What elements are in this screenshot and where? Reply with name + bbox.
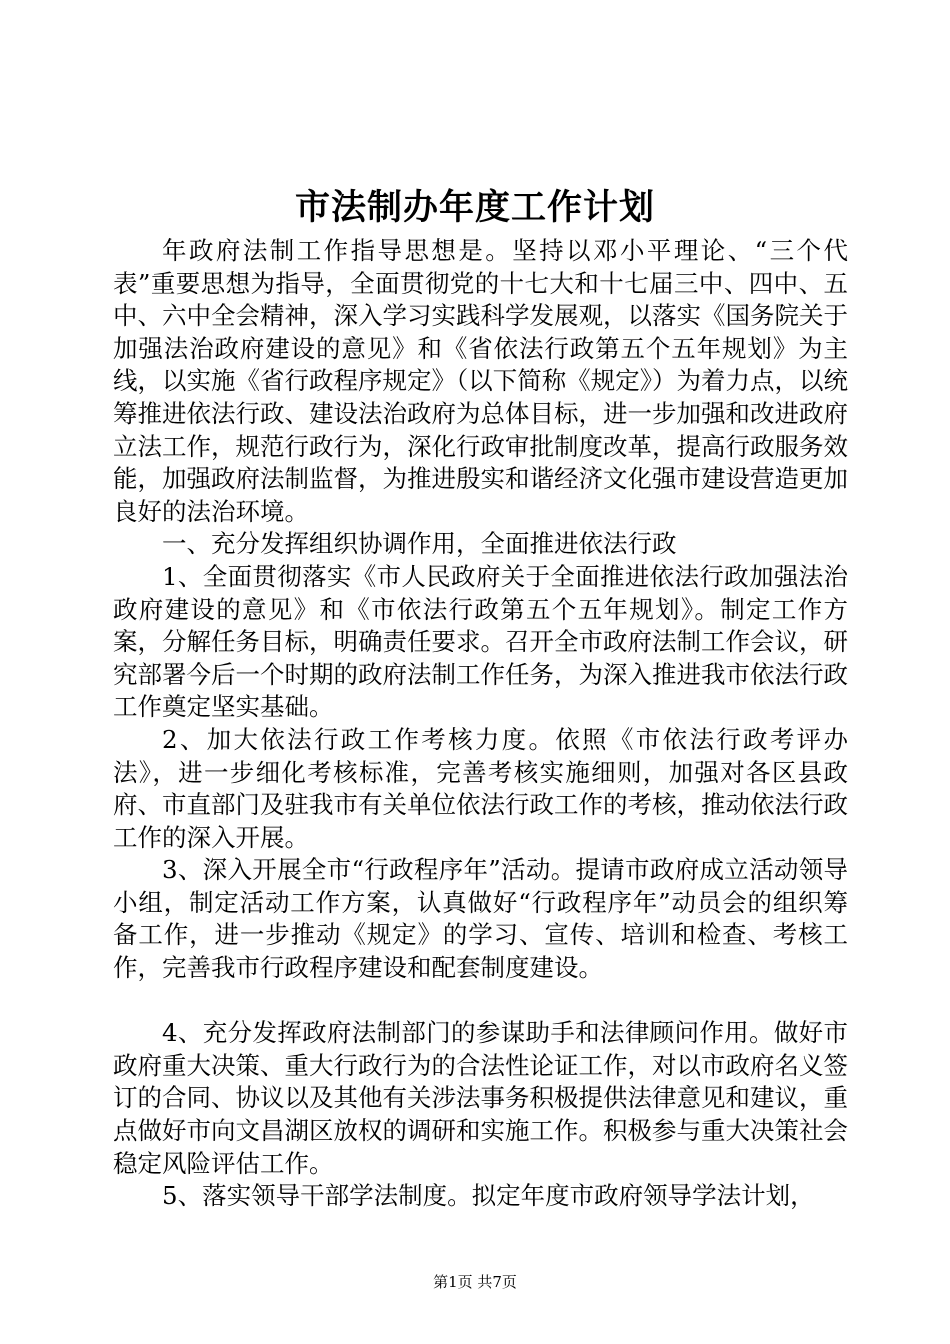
paragraph-item-2: 2、加大依法行政工作考核力度。依照《市依法行政考评办法》，进一步细化考核标准，完善考核实施细则，加强对各区县政府、市直部门及驻我市有关单位依法行政工作的考核，推动依法行政工作的深入开展。	[113, 724, 848, 852]
paragraph-guiding-ideology: 年政府法制工作指导思想是。坚持以邓小平理论、“三个代表”重要思想为指导，全面贯彻党的十七大和十七届三中、四中、五中、六中全会精神，深入学习实践科学发展观，以落实《国务院关于加强法治政府建设的意见》和《省依法行政第五个五年规划》为主线，以实施《省行政程序规定》（以下简称《规定》）为着力点，以统筹推进依法行政、建设法治政府为总体目标，进一步加强和改进政府立法工作，规范行政行为，深化行政审批制度改革，提高行政服务效能，加强政府法制监督，为推进殷实和谐经济文化强市建设营造更加良好的法治环境。	[113, 236, 848, 526]
page-footer: 第1页 共7页	[433, 1273, 517, 1291]
paragraph-item-1: 1、全面贯彻落实《市人民政府关于全面推进依法行政加强法治政府建设的意见》和《市依法行政第五个五年规划》。制定工作方案，分解任务目标，明确责任要求。召开全市政府法制工作会议，研究部署今后一个时期的政府法制工作任务，为深入推进我市依法行政工作奠定坚实基础。	[113, 561, 848, 722]
paragraph-item-3: 3、深入开展全市“行政程序年”活动。提请市政府成立活动领导小组，制定活动工作方案，认真做好“行政程序年”动员会的组织筹备工作，进一步推动《规定》的学习、宣传、培训和检查、考核工作，完善我市行政程序建设和配套制度建设。	[113, 855, 848, 983]
paragraph-item-5: 5、落实领导干部学法制度。拟定年度市政府领导学法计划，	[162, 1181, 815, 1211]
document-title: 市法制办年度工作计划	[294, 187, 655, 228]
document-body	[113, 235, 848, 1213]
paragraph-item-4: 4、充分发挥政府法制部门的参谋助手和法律顾问作用。做好市政府重大决策、重大行政行为的合法性论证工作，对以市政府名义签订的合同、协议以及其他有关涉法事务积极提供法律意见和建议，重点做好市向文昌湖区放权的调研和实施工作。积极参与重大决策社会稳定风险评估工作。	[113, 1018, 848, 1178]
section-heading-1: 一、充分发挥组织协调作用，全面推进依法行政	[162, 529, 677, 559]
